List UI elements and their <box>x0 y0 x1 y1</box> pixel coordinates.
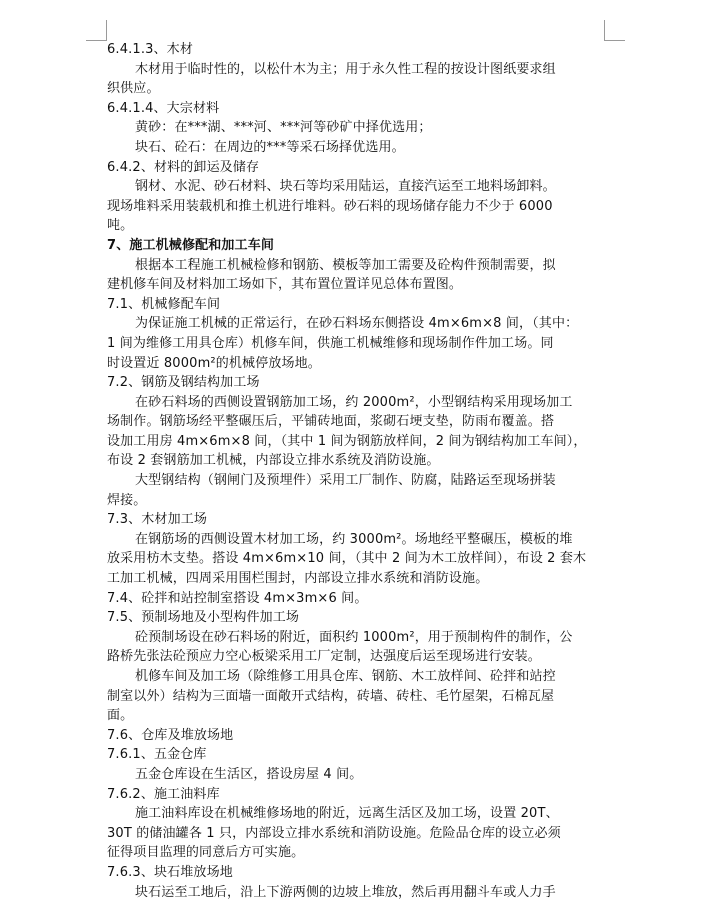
text-line: 木材用于临时性的，以松什木为主；用于永久性工程的按设计图纸要求组 <box>135 61 556 77</box>
text-line: 为保证施工机械的正常运行，在砂石料场东侧搭设 4m×6m×8 间，（其中： <box>135 316 579 332</box>
text-line: 6.4.1.3、木材 <box>107 42 193 57</box>
margin-corner-top-right <box>604 20 625 41</box>
text-line: 征得项目监理的同意后方可实施。 <box>107 845 305 861</box>
text-line: 设加工用房 4m×6m×8 间，（其中 1 间为钢筋放样间，2 间为钢结构加工车间）， <box>107 433 587 449</box>
text-line: 制室以外）结构为三面墙一面敞开式结构，砖墙、砖柱、毛竹屋架，石棉瓦屋 <box>107 688 555 704</box>
text-line: 织供应。 <box>107 81 160 97</box>
text-line: 现场堆料采用装载机和推土机进行堆料。砂石料的现场储存能力不少于 6000 <box>107 198 553 214</box>
text-line: 7.6.3、块石堆放场地 <box>107 864 233 880</box>
margin-corner-top-left <box>86 20 107 41</box>
document-body <box>107 40 605 902</box>
text-line: 1 间为维修工用具仓库）机修车间，供施工机械维修和现场制作件加工场。同 <box>107 335 554 351</box>
text-line: 钢材、水泥、砂石材料、块石等均采用陆运，直接汽运至工地料场卸料。 <box>135 179 556 195</box>
text-line: 块石、砼石：在周边的***等采石场择优选用。 <box>135 139 405 155</box>
text-line: 7.6、仓库及堆放场地 <box>107 727 234 743</box>
text-line: 7.3、木材加工场 <box>107 512 208 528</box>
text-line: 五金仓库设在生活区，搭设房屋 4 间。 <box>135 766 363 782</box>
text-line: 建机修车间及材料加工场如下，其布置位置详见总体布置图。 <box>107 277 463 293</box>
text-line: 放采用枋木支垫。搭设 4m×6m×10 间，（其中 2 间为木工放样间），布设 2 套木 <box>107 551 587 567</box>
text-line: 7.6.1、五金仓库 <box>107 747 207 763</box>
text-line: 7.6.2、施工油料库 <box>107 786 220 802</box>
text-line: 在砂石料场的西侧设置钢筋加工场，约 2000m²，小型钢结构采用现场加工 <box>135 394 573 410</box>
text-line: 30T 的储油罐各 1 只，内部设立排水系统和消防设施。危险品仓库的设立必须 <box>107 825 561 841</box>
section-heading: 7、施工机械修配和加工车间 <box>107 237 274 253</box>
text-line: 7.1、机械修配车间 <box>107 296 221 312</box>
text-line: 吨。 <box>107 218 134 234</box>
text-line: 布设 2 套钢筋加工机械，内部设立排水系统及消防设施。 <box>107 453 440 469</box>
text-line: 6.4.1.4、大宗材料 <box>107 100 220 116</box>
text-line: 大型钢结构（钢闸门及预埋件）采用工厂制作、防腐，陆路运至现场拼装 <box>135 473 556 489</box>
text-line: 场制作。钢筋场经平整碾压后，平铺砖地面，浆砌石埂支垫，防雨布覆盖。搭 <box>107 414 555 430</box>
text-line: 块石运至工地后，沿上下游两侧的边坡上堆放，然后再用翻斗车或人力手 <box>135 884 556 900</box>
text-line: 6.4.2、材料的卸运及储存 <box>107 159 260 175</box>
text-line: 7.4、砼拌和站控制室搭设 4m×3m×6 间。 <box>107 590 368 606</box>
text-line: 路桥先张法砼预应力空心板梁采用工厂定制，达强度后运至现场进行安装。 <box>107 649 541 665</box>
text-line: 7.2、钢筋及钢结构加工场 <box>107 375 260 391</box>
text-line: 面。 <box>107 708 134 724</box>
text-line: 根据本工程施工机械检修和钢筋、模板等加工需要及砼构件预制需要，拟 <box>135 257 556 273</box>
text-line: 7.5、预制场地及小型构件加工场 <box>107 610 300 626</box>
text-line: 施工油料库设在机械维修场地的附近，远离生活区及加工场，设置 20T、 <box>135 806 559 822</box>
text-line: 时设置近 8000m²的机械停放场地。 <box>107 355 321 371</box>
text-line: 砼预制场设在砂石料场的附近，面积约 1000m²，用于预制构件的制作，公 <box>135 629 573 645</box>
text-line: 黄砂：在***湖、***河、***河等砂矿中择优选用； <box>135 120 432 136</box>
text-line: 在钢筋场的西侧设置木材加工场，约 3000m²。场地经平整碾压，模板的堆 <box>135 531 573 547</box>
text-line: 机修车间及加工场（除维修工用具仓库、钢筋、木工放样间、砼拌和站控 <box>135 669 556 684</box>
text-line: 工加工机械，四周采用围栏围封，内部设立排水系统和消防设施。 <box>107 571 489 587</box>
text-line: 焊接。 <box>107 492 147 508</box>
